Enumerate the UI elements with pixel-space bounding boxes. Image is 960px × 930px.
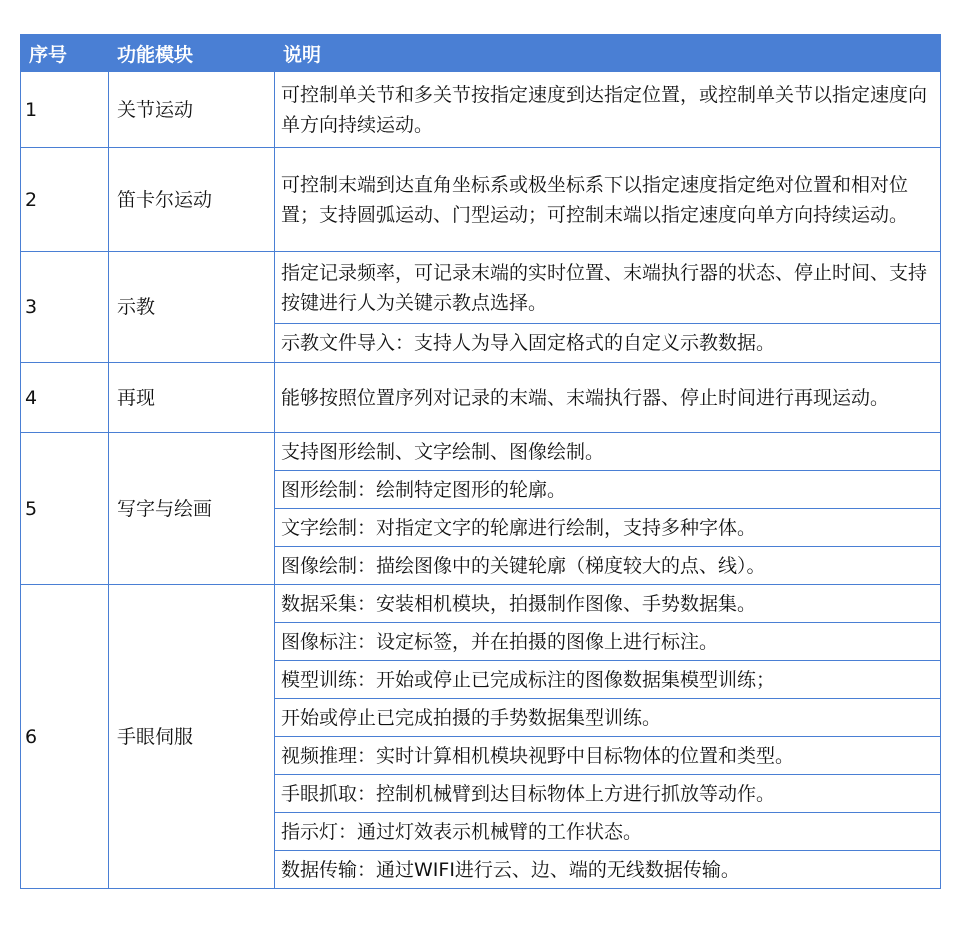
row-description: 视频推理：实时计算相机模块视野中目标物体的位置和类型。 [275, 737, 941, 775]
table-header-row [21, 35, 941, 72]
table-row [21, 433, 941, 471]
header-module: 功能模块 [109, 35, 275, 72]
row-description: 图像绘制：描绘图像中的关键轮廓（梯度较大的点、线）。 [275, 547, 941, 585]
row-number: 2 [21, 148, 109, 252]
row-number: 3 [21, 252, 109, 363]
row-description: 开始或停止已完成拍摄的手势数据集型训练。 [275, 699, 941, 737]
row-module: 关节运动 [109, 72, 275, 148]
row-description: 数据传输：通过WIFI进行云、边、端的无线数据传输。 [275, 851, 941, 889]
row-number: 4 [21, 363, 109, 433]
row-description: 模型训练：开始或停止已完成标注的图像数据集模型训练； [275, 661, 941, 699]
row-module: 再现 [109, 363, 275, 433]
row-description: 支持图形绘制、文字绘制、图像绘制。 [275, 433, 941, 471]
row-module: 示教 [109, 252, 275, 363]
row-description: 指示灯：通过灯效表示机械臂的工作状态。 [275, 813, 941, 851]
row-number: 5 [21, 433, 109, 585]
row-description: 可控制末端到达直角坐标系或极坐标系下以指定速度指定绝对位置和相对位置；支持圆弧运动、门型运动；可控制末端以指定速度向单方向持续运动。 [275, 148, 941, 252]
row-description: 手眼抓取：控制机械臂到达目标物体上方进行抓放等动作。 [275, 775, 941, 813]
header-description: 说明 [275, 35, 941, 72]
table-row [21, 585, 941, 623]
row-description: 可控制单关节和多关节按指定速度到达指定位置，或控制单关节以指定速度向单方向持续运动。 [275, 72, 941, 148]
row-description: 示教文件导入：支持人为导入固定格式的自定义示教数据。 [275, 324, 941, 363]
function-table [20, 34, 941, 889]
row-description: 数据采集：安装相机模块，拍摄制作图像、手势数据集。 [275, 585, 941, 623]
header-number: 序号 [21, 35, 109, 72]
row-description: 文字绘制：对指定文字的轮廓进行绘制，支持多种字体。 [275, 509, 941, 547]
row-description: 指定记录频率，可记录末端的实时位置、末端执行器的状态、停止时间、支持按键进行人为关键示教点选择。 [275, 252, 941, 324]
row-module: 笛卡尔运动 [109, 148, 275, 252]
row-description: 能够按照位置序列对记录的末端、末端执行器、停止时间进行再现运动。 [275, 363, 941, 433]
row-number: 6 [21, 585, 109, 889]
table-row [21, 363, 941, 433]
row-module: 写字与绘画 [109, 433, 275, 585]
function-table-container [20, 34, 940, 889]
row-description: 图形绘制：绘制特定图形的轮廓。 [275, 471, 941, 509]
table-row [21, 72, 941, 148]
row-description: 图像标注：设定标签，并在拍摄的图像上进行标注。 [275, 623, 941, 661]
row-module: 手眼伺服 [109, 585, 275, 889]
table-row [21, 148, 941, 252]
row-number: 1 [21, 72, 109, 148]
table-row [21, 252, 941, 324]
